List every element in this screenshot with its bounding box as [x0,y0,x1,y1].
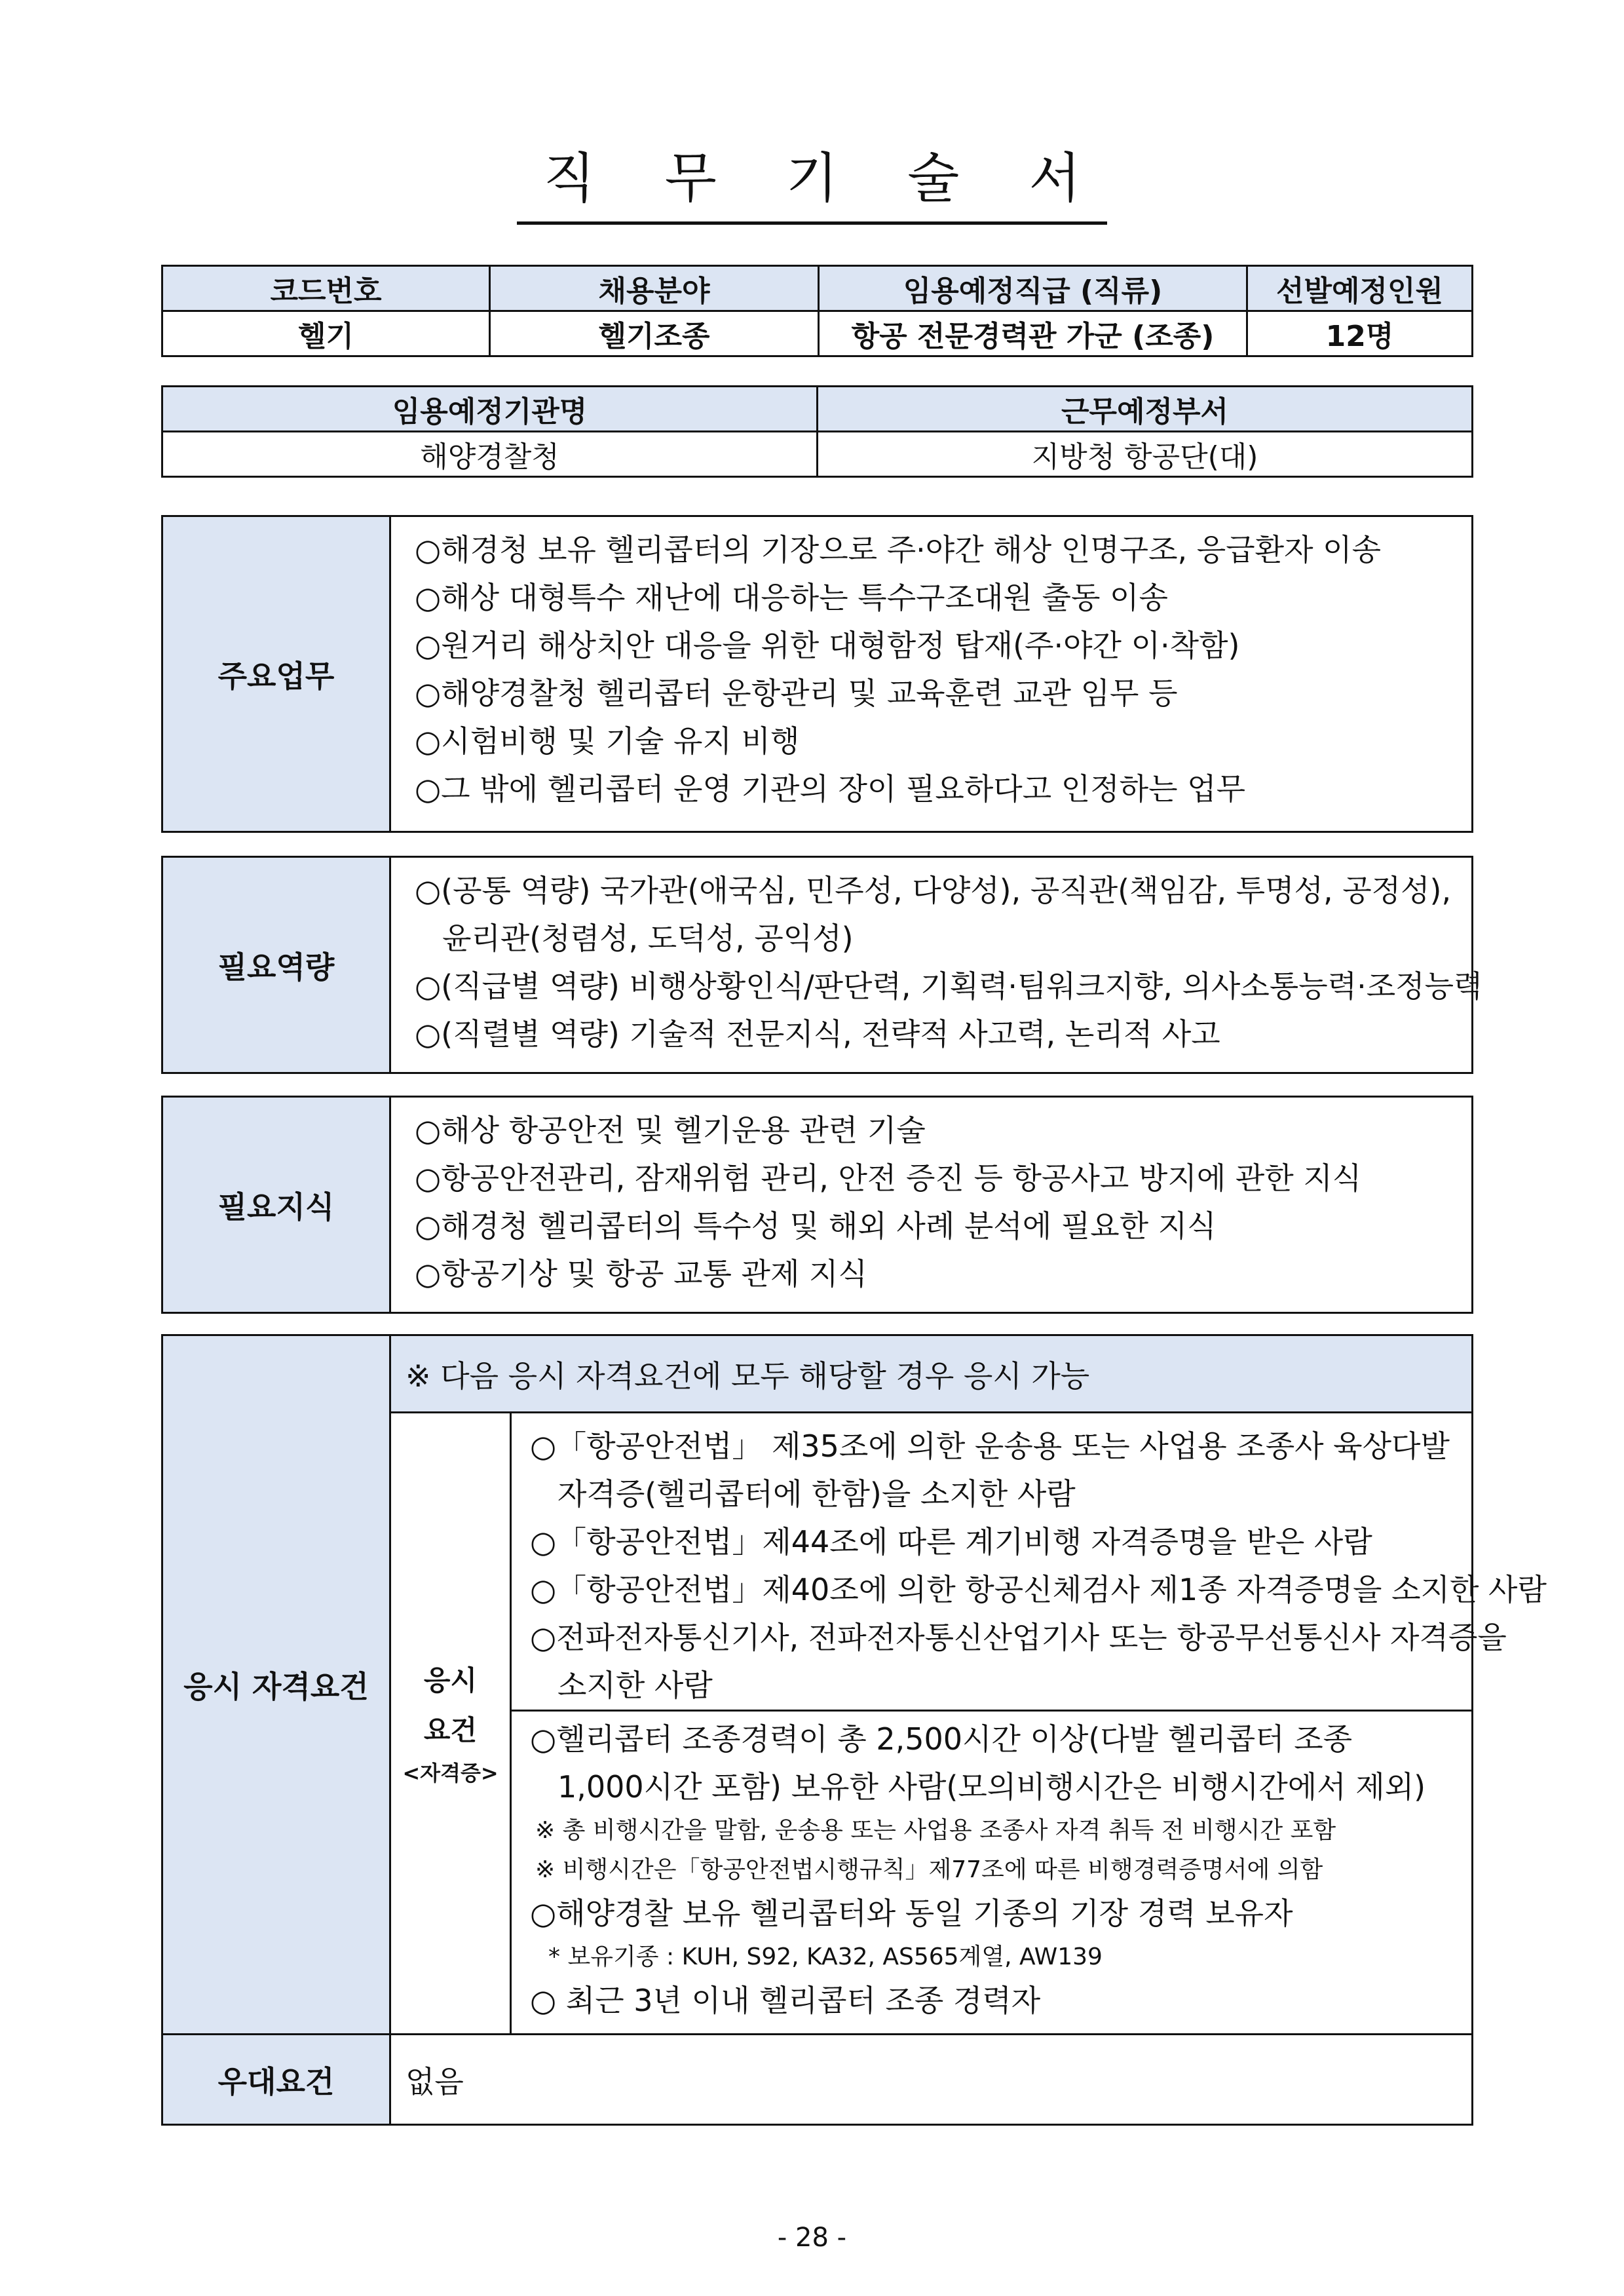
page-title: 직 무 기 술 서 [0,152,1624,206]
page-number: - 28 - [777,2223,847,2253]
list-item: ○항공안전관리, 잠재위험 관리, 안전 증진 등 항공사고 방지에 관한 지식 [415,1160,1362,1196]
list-note: ※ 비행시간은「항공안전법시행규칙」제77조에 따른 비행경력증명서에 의함 [535,1856,1323,1883]
list-item: ○(직급별 역량) 비행상황인식/판단력, 기획력·팀워크지향, 의사소통능력·조정능력 [415,968,1483,1004]
list-item: ○ 최근 3년 이내 헬리콥터 조종 경력자 [530,1983,1041,2018]
list-item: 자격증(헬리콥터에 한함)을 소지한 사람 [557,1476,1076,1512]
knowledge-section [161,1096,1473,1314]
header-grade: 임용예정직급 (직류) [819,266,1247,311]
qualification-label: 응시 자격요건 [162,1335,390,2035]
list-item: 윤리관(청렴성, 도덕성, 공익성) [442,921,854,956]
competency-label: 필요역량 [162,857,390,1073]
list-item: ○해상 항공안전 및 헬기운용 관련 기술 [415,1113,926,1148]
license-requirements-list [511,1413,1547,1711]
list-item: ○「항공안전법」 제35조에 의한 운송용 또는 사업용 조종사 육상다발 [530,1428,1450,1464]
experience-requirements-list [511,1711,1473,2035]
list-item: ○해양경찰청 헬리콥터 운항관리 및 교육훈련 교관 임무 등 [415,676,1178,711]
list-item: 1,000시간 포함) 보유한 사람(모의비행시간은 비행시간에서 제외) [557,1769,1426,1805]
knowledge-label: 필요지식 [162,1097,390,1313]
qualification-note: ※ 다음 응시 자격요건에 모두 해당할 경우 응시 가능 [390,1335,1473,1413]
list-item: ○「항공안전법」제40조에 의한 항공신체검사 제1종 자격증명을 소지한 사람 [530,1572,1547,1607]
header-department: 근무예정부서 [818,387,1473,432]
value-grade: 항공 전문경력관 가군 (조종) [819,311,1247,356]
list-item: ○해경청 헬리콥터의 특수성 및 해외 사례 분석에 필요한 지식 [415,1208,1217,1244]
duties-list [390,516,1473,832]
header-code: 코드번호 [162,266,490,311]
value-agency: 해양경찰청 [162,432,818,477]
position-summary-table [161,265,1473,357]
duties-label: 주요업무 [162,516,390,832]
list-item: ○전파전자통신기사, 전파전자통신산업기사 또는 항공무선통신사 자격증을 [530,1620,1507,1655]
list-item: ○항공기상 및 항공 교통 관제 지식 [415,1256,867,1292]
list-item: ○(직렬별 역량) 기술적 전문지식, 전략적 사고력, 논리적 사고 [415,1016,1220,1052]
preference-label: 우대요건 [162,2035,390,2125]
duties-section [161,515,1473,833]
competency-list [390,857,1483,1073]
qualification-section [161,1334,1547,2126]
header-count: 선발예정인원 [1247,266,1473,311]
list-item: ○「항공안전법」제44조에 따른 계기비행 자격증명을 받은 사람 [530,1524,1372,1559]
list-note: * 보유기종 : KUH, S92, KA32, AS565계열, AW139 [548,1943,1103,1970]
list-item: ○(공통 역량) 국가관(애국심, 민주성, 다양성), 공직관(책임감, 투명성, 공정성), [415,873,1452,908]
list-item: ○해양경찰 보유 헬리콥터와 동일 기종의 기장 경력 보유자 [530,1896,1293,1931]
value-code: 헬기 [162,311,490,356]
value-field: 헬기조종 [490,311,819,356]
list-item: ○해상 대형특수 재난에 대응하는 특수구조대원 출동 이송 [415,580,1168,615]
list-item: ○해경청 보유 헬리콥터의 기장으로 주·야간 해상 인명구조, 응급환자 이송 [415,532,1382,567]
value-count: 12명 [1247,311,1473,356]
list-item: ○헬리콥터 조종경력이 총 2,500시간 이상(다발 헬리콥터 조종 [530,1721,1353,1757]
list-item: ○시험비행 및 기술 유지 비행 [415,723,800,759]
header-field: 채용분야 [490,266,819,311]
list-note: ※ 총 비행시간을 말함, 운송용 또는 사업용 조종사 자격 취득 전 비행시간 포함 [535,1817,1336,1844]
knowledge-list [390,1097,1473,1313]
list-item: ○원거리 해상치안 대응을 위한 대형함정 탑재(주·야간 이·착함) [415,628,1240,663]
exam-requirements-label: 응시 요건 <자격증> [390,1413,511,2035]
list-item: 소지한 사람 [557,1668,713,1703]
competency-section [161,856,1483,1074]
preference-value: 없음 [390,2035,1473,2125]
header-agency: 임용예정기관명 [162,387,818,432]
value-department: 지방청 항공단(대) [818,432,1473,477]
agency-table [161,385,1473,478]
list-item: ○그 밖에 헬리콥터 운영 기관의 장이 필요하다고 인정하는 업무 [415,771,1246,807]
